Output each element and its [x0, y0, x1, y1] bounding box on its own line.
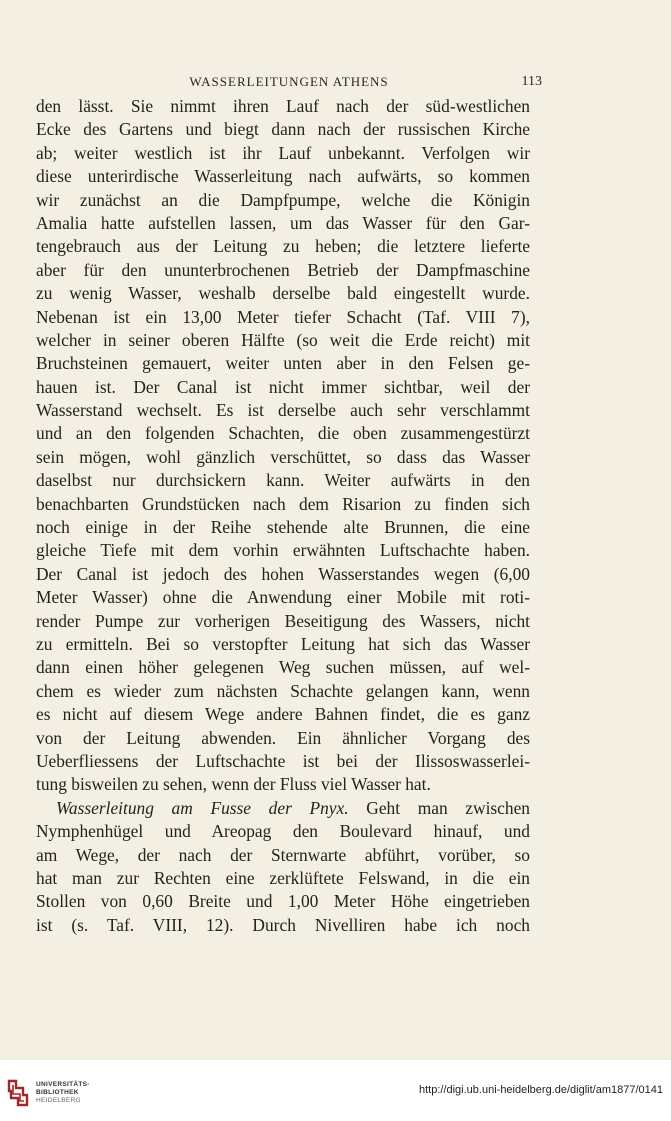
text-run: render Pumpe zur vorherigen Beseitigung des Wassers, nicht: [36, 610, 530, 631]
text-line: [36, 586, 530, 609]
text-run: am Wege, der nach der Sternwarte abführt, vorüber, so: [36, 844, 530, 865]
running-head: [36, 74, 542, 94]
body-text: [36, 95, 530, 937]
text-line: [36, 773, 530, 796]
library-name: [36, 1081, 90, 1105]
text-run: von der Leitung abwenden. Ein ähnlicher Vorgang des: [36, 727, 530, 748]
text-line: [36, 446, 530, 469]
text-line: [36, 422, 530, 445]
text-run: diese unterirdische Wasserleitung nach aufwärts, so kommen: [36, 166, 530, 187]
text-line: [36, 539, 530, 562]
text-run: Meter Wasser) ohne die Anwendung einer Mobile mit roti-: [36, 587, 530, 608]
text-line: [36, 118, 530, 141]
text-line: [36, 376, 530, 399]
text-run: ist (s. Taf. VIII, 12). Durch Nivelliren habe ich noch: [36, 914, 530, 935]
text-run: Der Canal ist jedoch des hohen Wasserstandes wegen (6,00: [36, 563, 530, 584]
text-run: zu ermitteln. Bei so verstopfter Leitung hat sich das Wasser: [36, 633, 530, 654]
text-line: [36, 142, 530, 165]
running-head-title: WASSERLEITUNGEN ATHENS: [189, 74, 389, 89]
text-line: [36, 399, 530, 422]
text-run: ab; weiter westlich ist ihr Lauf unbekannt. Verfolgen wir: [36, 142, 530, 163]
text-run: daselbst nur durchsickern kann. Weiter aufwärts in den: [36, 470, 530, 491]
text-line: [36, 469, 530, 492]
text-run: Nebenan ist ein 13,00 Meter tiefer Schacht (Taf. VIII 7),: [36, 306, 530, 327]
text-run: tengebrauch aus der Leitung zu heben; die letztere lieferte: [36, 236, 530, 257]
text-line: [36, 633, 530, 656]
text-line: [36, 212, 530, 235]
text-run: Amalia hatte aufstellen lassen, um das Wasser für den Gar-: [36, 212, 530, 233]
text-line: [36, 844, 530, 867]
text-run: Wasserstand wechselt. Es ist derselbe auch sehr verschlammt: [36, 400, 530, 421]
library-name-line: BIBLIOTHEK: [36, 1089, 79, 1096]
text-run: benachbarten Grundstücken nach dem Risarion zu finden sich: [36, 493, 530, 514]
text-line: [36, 656, 530, 679]
text-run: Stollen von 0,60 Breite und 1,00 Meter Höhe eingetrieben: [36, 891, 530, 912]
text-line: [36, 352, 530, 375]
text-run: aber für den ununterbrochenen Betrieb der Dampfmaschine: [36, 259, 530, 280]
text-run: wir zunächst an die Dampfpumpe, welche die Königin: [36, 189, 530, 210]
text-line: [36, 797, 530, 820]
library-name-line: UNIVERSITÄTS-: [36, 1081, 90, 1088]
section-heading: Wasserleitung am Fusse der Pnyx.: [56, 797, 349, 818]
text-line: [36, 235, 530, 258]
text-line: [36, 165, 530, 188]
text-line: [36, 750, 530, 773]
text-line: [36, 282, 530, 305]
text-run: Nymphenhügel und Areopag den Boulevard hinauf, und: [36, 821, 530, 842]
text-run: es nicht auf diesem Wege andere Bahnen findet, die es ganz: [36, 704, 530, 725]
text-line: [36, 727, 530, 750]
text-run: zu wenig Wasser, weshalb derselbe bald eingestellt wurde.: [36, 283, 530, 304]
text-line: [36, 563, 530, 586]
text-run: Geht man zwischen: [348, 797, 530, 818]
text-run: gleiche Tiefe mit dem vorhin erwähnten Luftschachte haben.: [36, 540, 530, 561]
library-logo-icon: [6, 1078, 30, 1108]
text-run: hat man zur Rechten eine zerklüftete Felswand, in die ein: [36, 867, 530, 888]
text-line: [36, 95, 530, 118]
text-run: welcher in seiner oberen Hälfte (so weit die Erde reicht) mit: [36, 329, 530, 350]
text-line: [36, 820, 530, 843]
text-line: [36, 703, 530, 726]
text-run: Ecke des Gartens und biegt dann nach der russischen Kirche: [36, 119, 530, 140]
text-line: [36, 306, 530, 329]
text-run: chem es wieder zum nächsten Schachte gelangen kann, wenn: [36, 680, 530, 701]
library-name-line: HEIDELBERG: [36, 1097, 81, 1104]
text-line: [36, 867, 530, 890]
text-run: noch einige in der Reihe stehende alte Brunnen, die eine: [36, 517, 530, 538]
text-run: Bruchsteinen gemauert, weiter unten aber in den Felsen ge-: [36, 353, 530, 374]
text-line: [36, 680, 530, 703]
text-run: hauen ist. Der Canal ist nicht immer sichtbar, weil der: [36, 376, 530, 397]
text-run: sein mögen, wohl gänzlich verschüttet, so dass das Wasser: [36, 446, 530, 467]
text-line: [36, 259, 530, 282]
text-run: dann einen höher gelegenen Weg suchen müssen, auf wel-: [36, 657, 530, 678]
text-line: [36, 890, 530, 913]
text-run: tung bisweilen zu sehen, wenn der Fluss viel Wasser hat.: [36, 774, 431, 795]
text-line: [36, 914, 530, 937]
text-line: [36, 610, 530, 633]
source-url-link[interactable]: http://digi.ub.uni-heidelberg.de/diglit/am1877/0141: [418, 1084, 663, 1096]
text-run: und an den folgenden Schachten, die oben zusammengestürzt: [36, 423, 530, 444]
text-run: den lässt. Sie nimmt ihren Lauf nach der süd-westlichen: [36, 96, 530, 116]
text-line: [36, 329, 530, 352]
text-line: [36, 493, 530, 516]
text-run: Ueberfliessens der Luftschachte ist bei der Ilissoswasserlei-: [36, 750, 530, 771]
page-number: 113: [521, 74, 542, 89]
viewer-footer: [0, 1060, 671, 1121]
text-line: [36, 189, 530, 212]
text-line: [36, 516, 530, 539]
